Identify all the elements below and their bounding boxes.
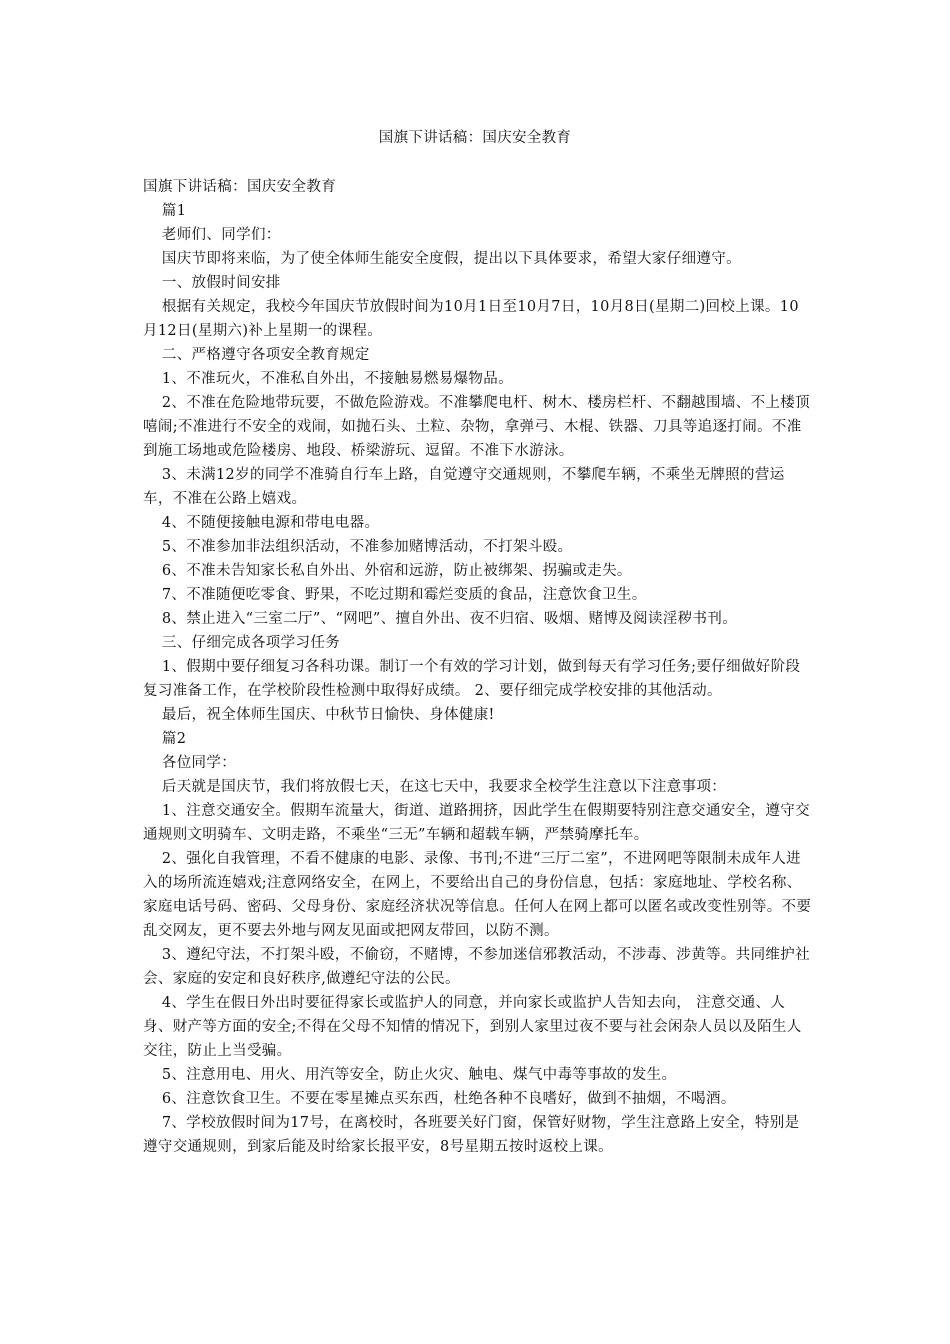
paragraph: 老师们、同学们： xyxy=(161,227,281,243)
paragraph: 1、不准玩火，不准私自外出，不接触易燃易爆物品。 xyxy=(161,371,513,387)
paragraph: 6、不准未告知家长私自外出、外宿和远游，防止被绑架、拐骗或走失。 xyxy=(161,563,632,579)
paragraph: 2、强化自我管理，不看不健康的电影、录像、书刊;不进“三厅二室”，不进网吧等限制未成年人进入的场所流连嬉戏;注意网络安全，在网上，不要给出自己的身份信息，包括：家庭地址、学校名称、家庭电话号码、密码、父母身份、家庭经济状况等信息。任何人在网上都可以匿名或改变性别等。不要乱交网友，更不要去外地与网友见面或把网友带回，以防不测。 xyxy=(143,851,812,939)
paragraph: 3、遵纪守法，不打架斗殴，不偷窃，不赌博，不参加迷信邪教活动，不涉毒、涉黄等。共同维护社会、家庭的安定和良好秩序,做遵纪守法的公民。 xyxy=(143,947,810,987)
paragraph: 根据有关规定，我校今年国庆节放假时间为10月1日至10月7日，10月8日(星期二)回校上课。10月12日(星期六)补上星期一的课程。 xyxy=(143,299,799,339)
paragraph: 1、假期中要仔细复习各科功课。制订一个有效的学习计划，做到每天有学习任务;要仔细做好阶段复习准备工作，在学校阶段性检测中取得好成绩。 2、要仔细完成学校安排的其他活动。 xyxy=(143,659,801,699)
paragraph: 4、学生在假日外出时要征得家长或监护人的同意，并向家长或监护人告知去向， 注意交通、人身、财产等方面的安全;不得在父母不知情的情况下，到别人家里过夜不要与社会闲杂人员以及陌生人交往，防止上当受骗。 xyxy=(143,995,802,1059)
paragraph: 8、禁止进入“三室二厅”、“网吧”、擅自外出、夜不归宿、吸烟、赌博及阅读淫秽书刊。 xyxy=(161,611,738,627)
paragraph: 篇2 xyxy=(161,731,187,747)
paragraph: 5、注意用电、用火、用汽等安全，防止火灾、触电、煤气中毒等事故的发生。 xyxy=(161,1067,677,1083)
paragraph: 5、不准参加非法组织活动，不准参加赌博活动，不打架斗殴。 xyxy=(161,539,573,555)
paragraph: 三、仔细完成各项学习任务 xyxy=(161,635,341,651)
paragraph: 最后，祝全体师生国庆、中秋节日愉快、身体健康! xyxy=(161,707,495,723)
paragraph: 3、未满12岁的同学不准骑自行车上路，自觉遵守交通规则，不攀爬车辆，不乘坐无牌照的营运车，不准在公路上嬉戏。 xyxy=(143,467,785,507)
paragraph: 一、放假时间安排 xyxy=(161,275,281,291)
paragraph: 6、注意饮食卫生。不要在零星摊点买东西，杜绝各种不良嗜好，做到不抽烟，不喝酒。 xyxy=(161,1091,736,1107)
document-title: 国旗下讲话稿：国庆安全教育 xyxy=(378,130,572,146)
paragraph: 2、不准在危险地带玩要，不做危险游戏。不准攀爬电杆、树木、楼房栏杆、不翻越围墙、不上楼顶嘻闹;不准进行不安全的戏闹，如抛石头、土粒、杂物，拿弹弓、木棍、铁器、刀具等追逐打闹。不准到施工场地或危险楼房、地段、桥梁游玩、逗留。不准下水游泳。 xyxy=(143,395,810,459)
paragraph: 国庆节即将来临，为了使全体师生能安全度假，提出以下具体要求，希望大家仔细遵守。 xyxy=(161,251,741,267)
paragraph: 4、不随便接触电源和带电电器。 xyxy=(161,515,380,531)
paragraph: 国旗下讲话稿：国庆安全教育 xyxy=(143,179,337,195)
paragraph: 各位同学： xyxy=(161,755,237,771)
paragraph: 二、严格遵守各项安全教育规定 xyxy=(161,347,370,363)
document-body xyxy=(143,175,813,1159)
paragraph: 1、注意交通安全。假期车流量大，街道、道路拥挤，因此学生在假期要特别注意交通安全，遵守交通规则文明骑车、文明走路，不乘坐“三无”车辆和超载车辆，严禁骑摩托车。 xyxy=(143,803,810,843)
paragraph: 篇1 xyxy=(161,203,187,219)
paragraph: 后天就是国庆节，我们将放假七天，在这七天中，我要求全校学生注意以下注意事项： xyxy=(161,779,727,795)
paragraph: 7、学校放假时间为17号，在离校时，各班要关好门窗，保管好财物，学生注意路上安全，特别是遵守交通规则，到家后能及时给家长报平安，8号星期五按时返校上课。 xyxy=(143,1115,800,1155)
paragraph: 7、不准随便吃零食、野果，不吃过期和霉烂变质的食品，注意饮食卫生。 xyxy=(161,587,647,603)
